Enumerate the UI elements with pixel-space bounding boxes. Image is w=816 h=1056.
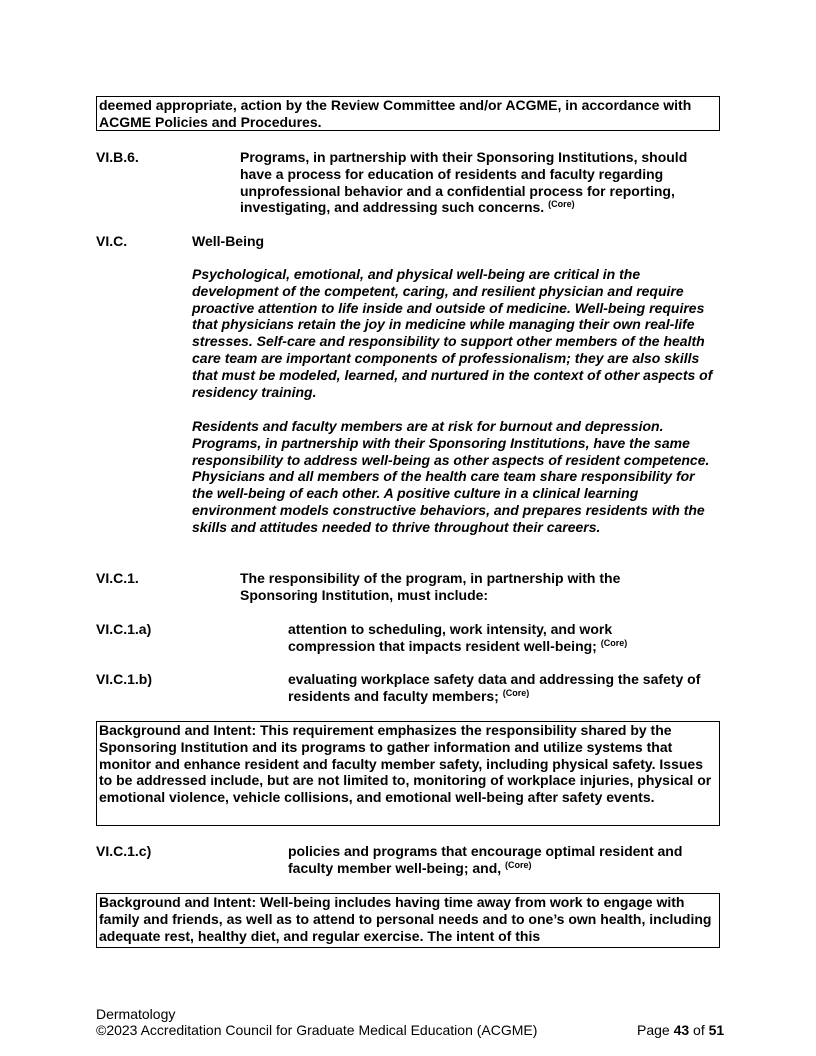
core-tag: (Core) [600,637,628,648]
section-number-vib6: VI.B.6. [96,149,139,165]
page-total: 51 [708,1022,725,1038]
background-intent-text: Background and Intent: This requirement emphasizes the responsibility shared by the Sponsoring Institution and its programs to gather information and utilize systems that monitor and enhance resident and faculty member safety, including physical safety. Issues to be addressed include, but are not limited to, monitoring of workplace injuries, physical or emotional violence, vehicle collisions, and emotional well-being after safety events. [99,722,712,806]
section-number-vic1b: VI.C.1.b) [96,671,153,687]
background-intent-text: Background and Intent: Well-being includes having time away from work to engage with family and friends, as well as to attend to personal needs and to one’s own health, including adequate rest, healthy diet, and regular exercise. The intent of this [99,894,712,944]
section-number-vic1c: VI.C.1.c) [96,843,152,859]
section-number-vic1: VI.C.1. [96,570,139,586]
section-number-vic: VI.C. [96,233,128,249]
requirement-vic1b [288,671,724,705]
requirement-vic1b-text: evaluating workplace safety data and addressing the safety of residents and faculty members; [288,671,701,704]
page-separator: of [689,1022,709,1038]
background-intent-box [96,893,720,948]
footer-copyright: ©2023 Accreditation Council for Graduate Medical Education (ACGME) [96,1022,538,1038]
requirement-vib6-text: Programs, in partnership with their Sponsoring Institutions, should have a process for education of residents and faculty regarding unprofessional behavior and a confidential process for reporting, investigating, and addressing such concerns. [240,149,688,216]
core-tag: (Core) [505,859,532,870]
page-prefix: Page [637,1022,674,1038]
footer-specialty: Dermatology [96,1006,176,1022]
requirement-vic1a [288,621,668,655]
core-tag: (Core) [548,199,575,210]
footer-page-number [637,1022,724,1039]
core-tag: (Core) [502,687,530,698]
well-being-paragraph-2: Residents and faculty members are at risk for burnout and depression. Programs, in partnership with their Sponsoring Institutions, have the same responsibility to address well-being as other aspects of resident competence. Physicians and all members of the health care team share responsibility for the well-being of each other. A positive culture in a clinical learning environment models constructive behaviors, and prepares residents with the skills and attitudes needed to thrive throughout their careers. [192,418,710,535]
requirement-vic1c-text: policies and programs that encourage optimal resident and faculty member well-being; and, [288,843,683,876]
page-current: 43 [673,1022,690,1038]
requirement-vic1a-text: attention to scheduling, work intensity, and work compression that impacts resident well-being; [288,621,613,654]
requirement-vic1c [288,843,718,877]
continued-text-box [96,96,720,131]
requirement-vic1: The responsibility of the program, in partnership with the Sponsoring Institution, must include: [240,570,621,603]
continued-text: deemed appropriate, action by the Review Committee and/or ACGME, in accordance with ACGME Policies and Procedures. [99,97,692,130]
well-being-paragraph-1: Psychological, emotional, and physical well-being are critical in the development of the competent, caring, and resilient physician and require proactive attention to life inside and outside of medicine. Well-being requires that physicians retain the joy in medicine while managing their own real-life stresses. Self-care and responsibility to support other members of the health care team are important components of professionalism; they are also skills that must be modeled, learned, and nurtured in the context of other aspects of residency training. [192,266,713,400]
section-heading-well-being: Well-Being [192,233,265,249]
requirement-vib6 [240,149,720,216]
background-intent-box [96,721,720,826]
section-number-vic1a: VI.C.1.a) [96,621,152,637]
